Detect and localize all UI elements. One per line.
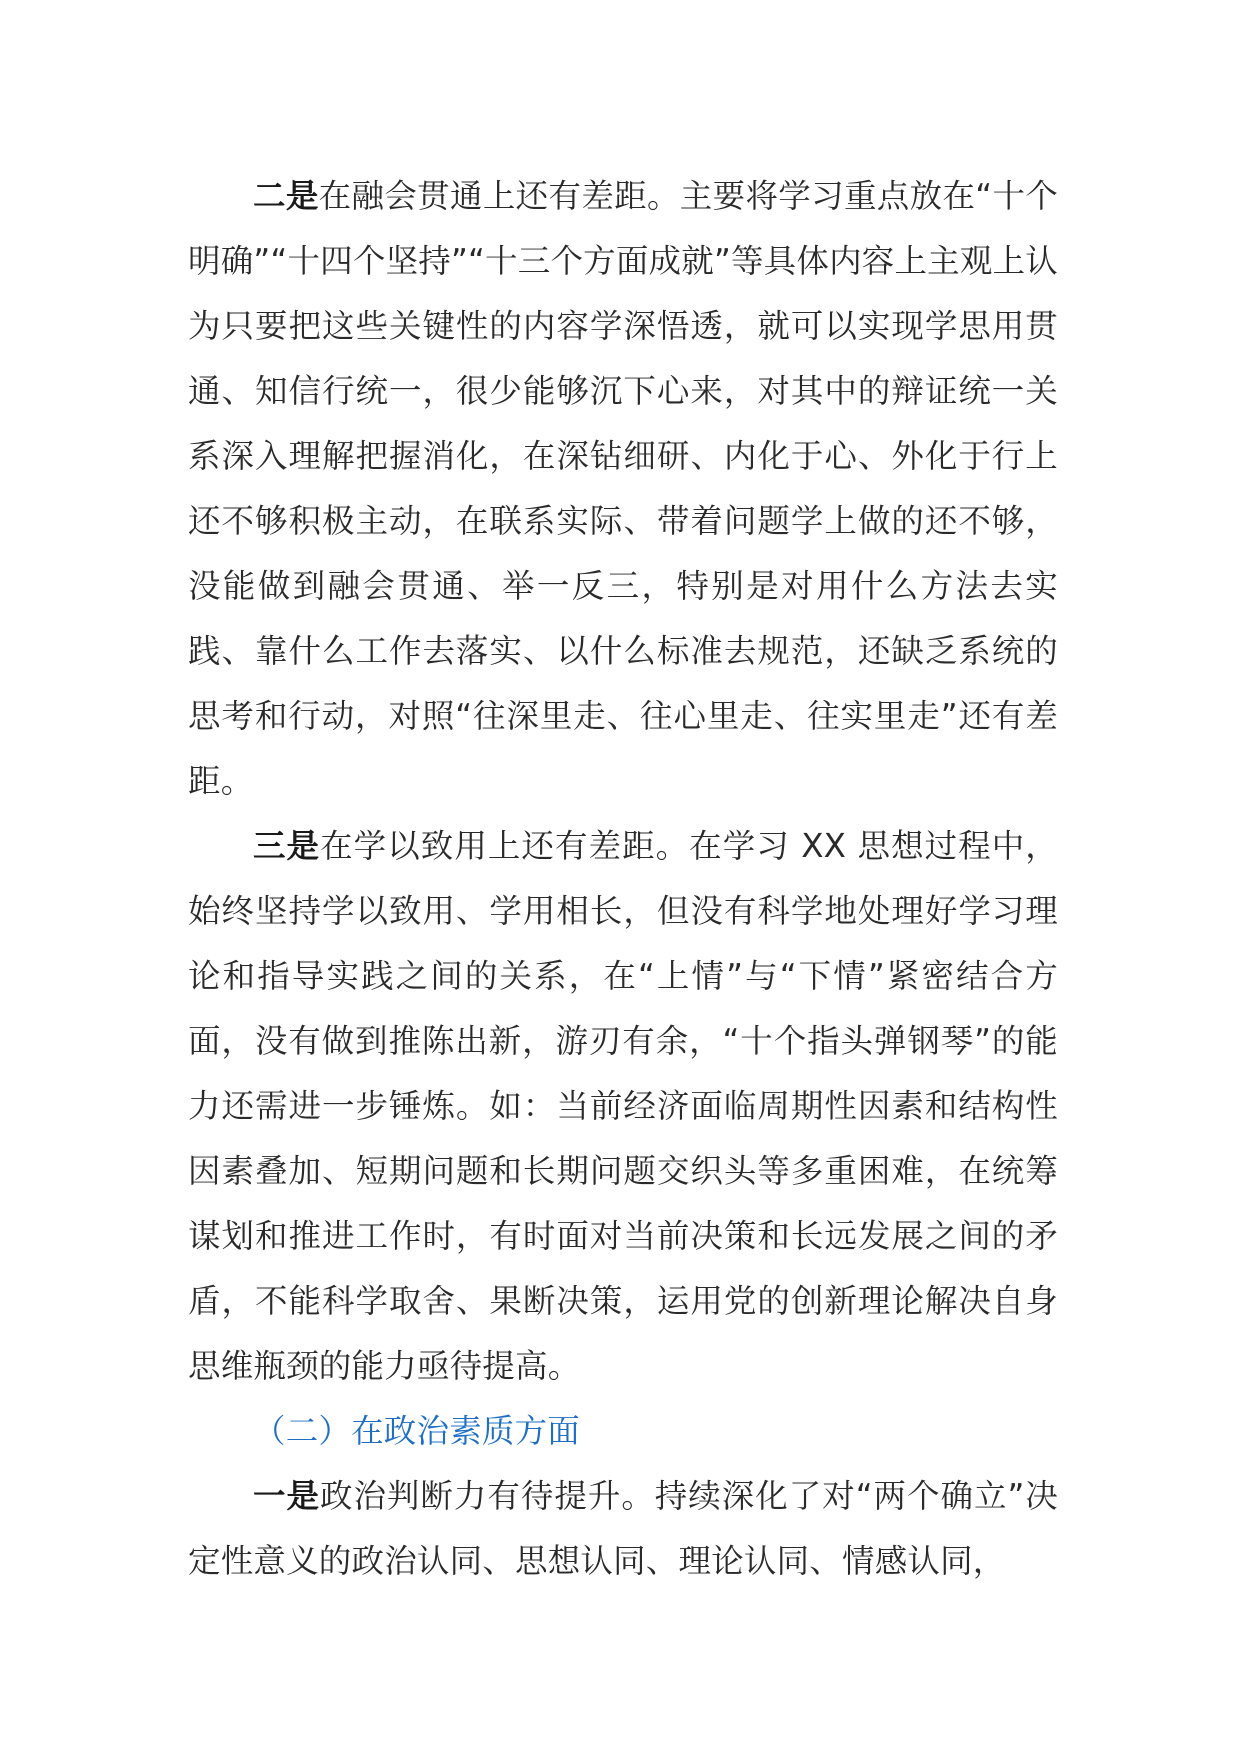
paragraph-text: 政治判断力有待提升。持续深化了对“两个确立”决定性意义的政治认同、思想认同、理论认同、情感认同， (188, 1477, 1058, 1580)
paragraph-lead: 二是 (253, 177, 319, 215)
paragraph-text: 在融会贯通上还有差距。主要将学习重点放在“十个明确”“十四个坚持”“十三个方面成就”等具体内容上主观上认为只要把这些关键性的内容学深悟透，就可以实现学思用贯通、知信行统一，很少能够沉下心来，对其中的辩证统一关系深入理解把握消化，在深钻细研、内化于心、外化于行上还不够积极主动，在联系实际、带着问题学上做的还不够，没能做到融会贯通、举一反三，特别是对用什么方法去实践、靠什么工作去落实、以什么标准去规范，还缺乏系统的思考和行动，对照“往深里走、往心里走、往实里走”还有差距。 (188, 177, 1058, 800)
section-heading: （二）在政治素质方面 (253, 1412, 581, 1450)
paragraph-lead: 三是 (253, 827, 321, 865)
document-page (188, 164, 1058, 1594)
paragraph-san-shi (188, 814, 1058, 1399)
paragraph-yi-shi (188, 1464, 1058, 1594)
paragraph-text: 在学以致用上还有差距。在学习 XX 思想过程中，始终坚持学以致用、学用相长，但没有科学地处理好学习理论和指导实践之间的关系，在“上情”与“下情”紧密结合方面，没有做到推陈出新，游刃有余，“十个指头弹钢琴”的能力还需进一步锤炼。如：当前经济面临周期性因素和结构性因素叠加、短期问题和长期问题交织头等多重困难，在统筹谋划和推进工作时，有时面对当前决策和长远发展之间的矛盾，不能科学取舍、果断决策，运用党的创新理论解决自身思维瓶颈的能力亟待提高。 (188, 827, 1058, 1385)
paragraph-er-shi (188, 164, 1058, 814)
paragraph-lead: 一是 (253, 1477, 320, 1515)
